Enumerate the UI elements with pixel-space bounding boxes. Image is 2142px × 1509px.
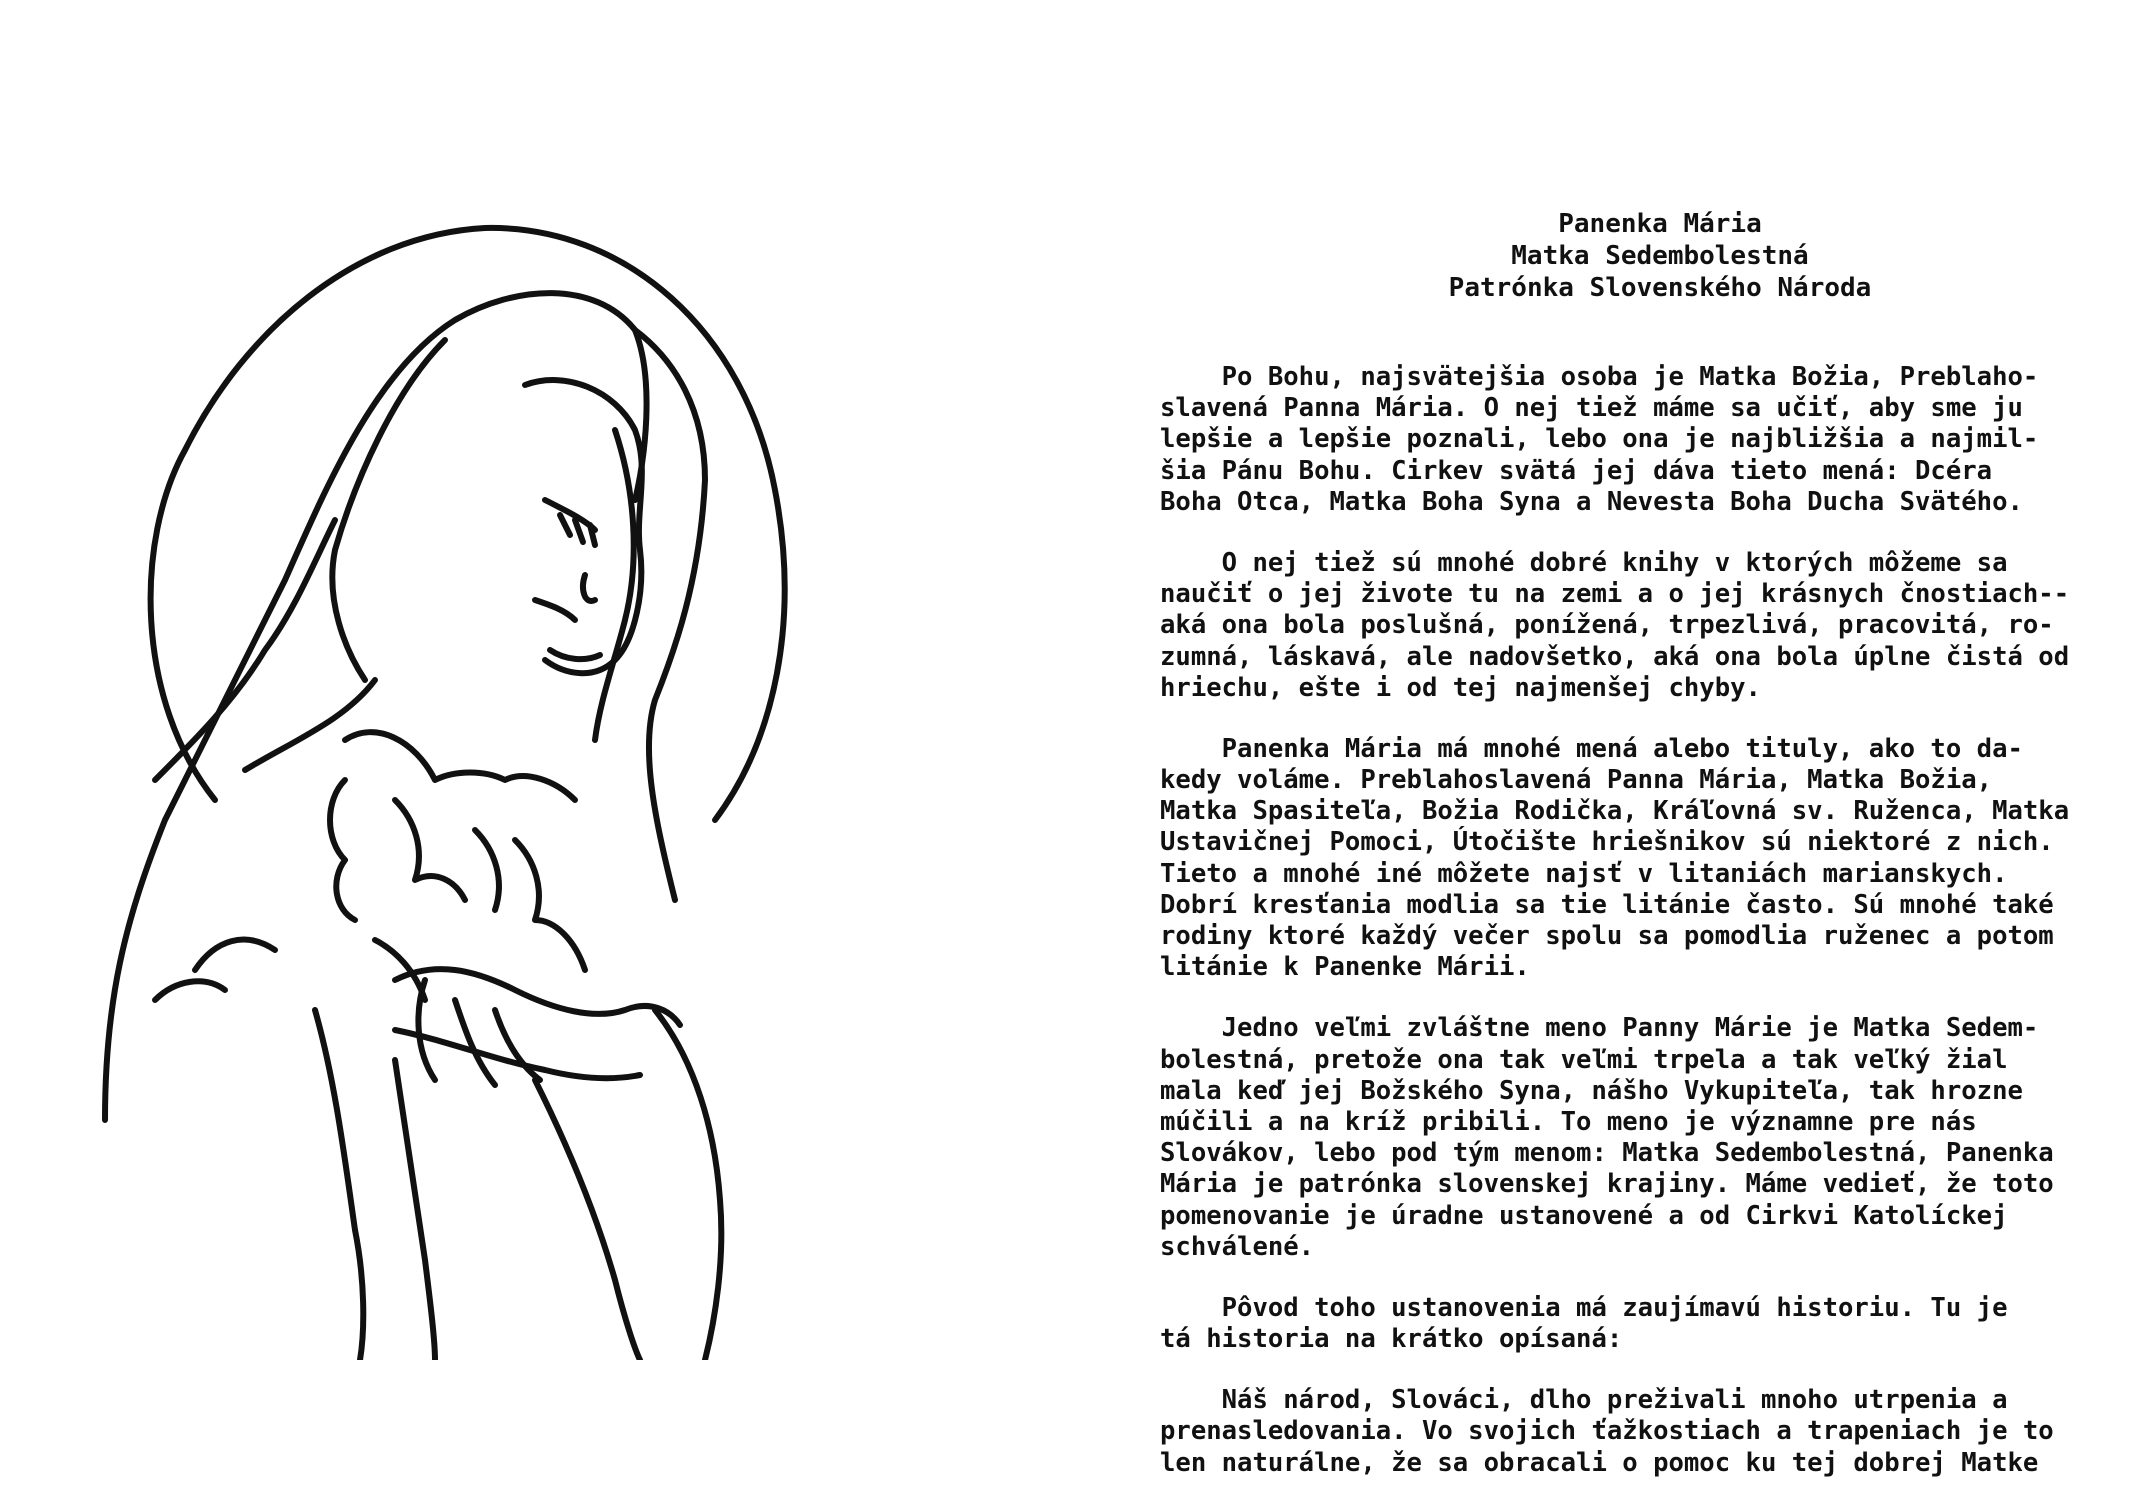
madonna-illustration xyxy=(95,180,825,1360)
veil xyxy=(105,293,647,1120)
text-line: lepšie a lepšie poznali, lebo ona je najbližšia a najmil- xyxy=(1160,424,2039,455)
text-line: naučiť o jej živote tu na zemi a o jej krásnych čnostiach-- xyxy=(1160,579,2070,610)
hands xyxy=(395,969,680,1025)
text-line: litánie k Panenke Márii. xyxy=(1160,952,1530,983)
paragraph xyxy=(1160,734,2080,984)
text-line: slavená Panna Mária. O nej tiež máme sa učiť, aby sme ju xyxy=(1160,393,2023,424)
text-line: rodiny ktoré každý večer spolu sa pomodlia ruženec a potom xyxy=(1160,921,2054,951)
text-line: Dobrí kresťania modlia sa tie litánie často. Sú mnohé také xyxy=(1160,889,2054,920)
text-line: Mária je patrónka slovenskej krajiny. Máme vedieť, že toto xyxy=(1160,1169,2054,1200)
paragraph xyxy=(1160,548,2080,704)
paragraph xyxy=(1160,362,2080,518)
garment xyxy=(345,732,575,800)
text-line: Boha Otca, Matka Boha Syna a Nevesta Boha Ducha Svätého. xyxy=(1160,486,2023,517)
text-line: Po Bohu, najsvätejšia osoba je Matka Božia, Preblaho- xyxy=(1160,362,2039,392)
text-line: O nej tiež sú mnohé dobré knihy v ktorých môžeme sa xyxy=(1160,547,2008,578)
text-line: Panenka Mária má mnohé mená alebo tituly, ako to da- xyxy=(1160,733,2023,764)
paragraph xyxy=(1160,1013,2080,1263)
text-line: prenasledovania. Vo svojich ťažkostiach a trapeniach je to xyxy=(1160,1416,2054,1447)
text-line: bolestná, pretože ona tak veľmi trpela a tak veľký žial xyxy=(1160,1044,2008,1075)
text-line: mala keď jej Božského Syna, nášho Vykupiteľa, tak hrozne xyxy=(1160,1075,2023,1106)
text-line: Jedno veľmi zvláštne meno Panny Márie je Matka Sedem- xyxy=(1160,1013,2039,1044)
text-line: kedy voláme. Preblahoslavená Panna Mária, Matka Božia, xyxy=(1160,765,1993,796)
subtitle-line: Matka Sedembolestná xyxy=(1511,241,1809,271)
halo xyxy=(151,228,785,820)
text-line: Matka Spasiteľa, Božia Rodička, Kráľovná sv. Ruženca, Matka xyxy=(1160,796,2070,827)
text-page xyxy=(1160,208,2080,1509)
text-line: Slovákov, lebo pod tým menom: Matka Sedembolestná, Panenka xyxy=(1160,1138,2054,1169)
text-line: šia Pánu Bohu. Cirkev svätá jej dáva tieto mená: Dcéra xyxy=(1160,455,1993,486)
text-line: pomenovanie je úradne ustanovené a od Cirkvi Katolíckej xyxy=(1160,1200,2008,1231)
text-line: Tieto a mnohé iné môžete najsť v litaniách marianskych. xyxy=(1160,858,2008,889)
text-line: hriechu, ešte i od tej najmenšej chyby. xyxy=(1160,672,1761,703)
text-line: múčili a na kríž pribili. To meno je významne pre nás xyxy=(1160,1106,1977,1137)
subtitle-line: Patrónka Slovenského Národa xyxy=(1448,273,1872,303)
title-block xyxy=(1240,208,2080,304)
text-line: schválené. xyxy=(1160,1231,1315,1262)
text-line: aká ona bola poslušná, ponížená, trpezlivá, pracovitá, ro- xyxy=(1160,610,2054,641)
text-line: tá historia na krátko opísaná: xyxy=(1160,1324,1623,1355)
text-line: Ustavičnej Pomoci, Útočište hriešnikov sú niektoré z nich. xyxy=(1160,827,2054,858)
title-line: Panenka Mária xyxy=(1558,209,1762,239)
text-line: Náš národ, Slováci, dlho preživali mnoho utrpenia a xyxy=(1160,1385,2008,1416)
text-line: Pôvod toho ustanovenia má zaujímavú historiu. Tu je xyxy=(1160,1292,2008,1323)
paragraph xyxy=(1160,1293,2080,1355)
paragraph xyxy=(1160,1385,2080,1479)
text-line: len naturálne, že sa obracali o pomoc ku tej dobrej Matke xyxy=(1160,1447,2039,1478)
text-line: zumná, láskavá, ale nadovšetko, aká ona bola úplne čistá od xyxy=(1160,641,2070,672)
